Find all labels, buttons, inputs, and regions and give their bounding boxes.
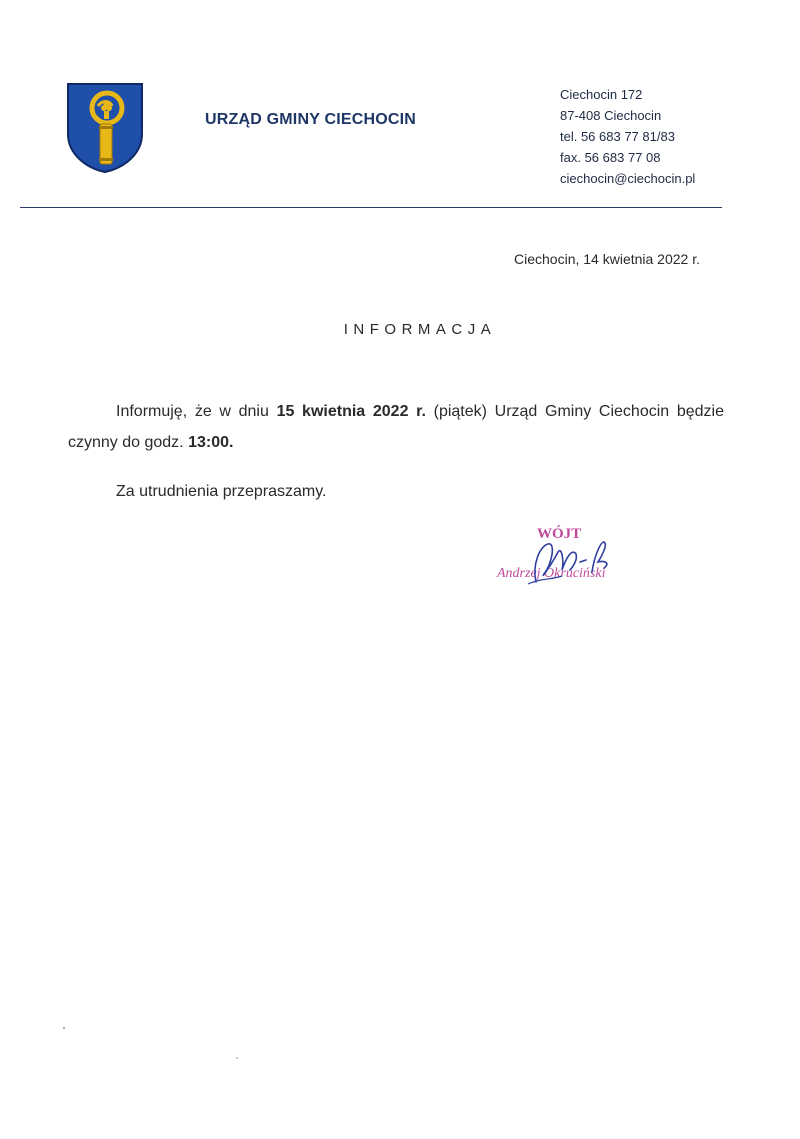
date-line: Ciechocin, 14 kwietnia 2022 r.	[514, 251, 700, 267]
paragraph-text: Informuję, że w dniu	[116, 403, 277, 420]
contact-block	[560, 84, 695, 189]
coat-of-arms-icon	[66, 82, 144, 174]
header-divider	[20, 207, 722, 208]
scan-speck	[236, 1057, 238, 1059]
official-stamp	[494, 526, 634, 596]
address-line: Ciechocin 172	[560, 87, 643, 102]
fax-line: fax. 56 683 77 08	[560, 150, 661, 165]
office-name: URZĄD GMINY CIECHOCIN	[205, 111, 417, 128]
postal-line: 87-408 Ciechocin	[560, 108, 662, 123]
phone-line: tel. 56 683 77 81/83	[560, 129, 675, 144]
email-line: ciechocin@ciechocin.pl	[560, 171, 696, 186]
closure-date: 15 kwietnia 2022 r.	[276, 403, 426, 420]
stamp-title: WÓJT	[537, 526, 582, 542]
closing-time: 13:00.	[188, 434, 234, 451]
document-heading: INFORMACJA	[343, 321, 497, 338]
scan-speck	[63, 1027, 65, 1029]
announcement-paragraph	[68, 396, 724, 458]
handwritten-signature	[522, 534, 632, 586]
apology-line: Za utrudnienia przepraszamy.	[116, 483, 327, 500]
stamp-name: Andrzej Okruciński	[497, 566, 606, 581]
paragraph-text: (piątek) Urząd Gminy Ciechocin będzie czynny do godz.	[68, 403, 725, 451]
